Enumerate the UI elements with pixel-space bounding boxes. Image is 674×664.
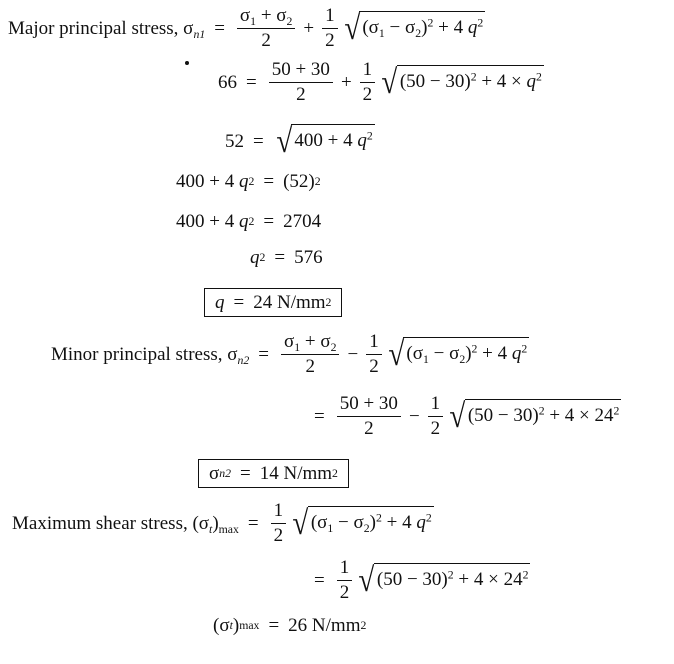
- fraction-half: $\frac{1}{2}$: [322, 6, 338, 51]
- q-squared-step: q 2 = 576: [250, 247, 323, 268]
- square-root: √ $(\sigma_1 - \sigma_2)^2 + 4$ $q^2$: [292, 505, 432, 543]
- major-principal-label: Major principal stress, $\sigma_{n1}$: [8, 17, 206, 42]
- evaluated-step: 400 + 4 q 2 = 2704: [176, 211, 322, 232]
- max-shear-label: Maximum shear stress, $(\sigma_t)_{max}$: [12, 512, 239, 537]
- minor-result-box: σ n2 = 14 N/mm 2: [198, 459, 349, 488]
- max-shear-result: ( σ t ) max = 26 N/mm 2: [213, 615, 367, 636]
- minor-substitution: = $\frac{50 + 30}{2}$ − $\frac{1}{2}$ √ $(50 - 30)^2 + 4 \times 24^2$: [314, 393, 620, 439]
- square-root: √ $(\sigma_1 - \sigma_2)^2 + 4$ $q^2$: [344, 10, 484, 48]
- stray-dot: [185, 61, 189, 65]
- minor-principal-formula: Minor principal stress, $\sigma_{n2}$ = $\frac{\sigma_1 + \sigma_2}{2}$ − $\frac{1}{2}$ √ $(\sigma_1 - \sigma_2)^2 + 4$ $q^2$: [51, 331, 528, 377]
- minor-principal-label: Minor principal stress, $\sigma_{n2}$: [51, 343, 250, 368]
- square-root: √ $(\sigma_1 - \sigma_2)^2 + 4$ $q^2$: [388, 336, 528, 374]
- square-root: √ 400 + 4 $q^2$: [276, 123, 373, 160]
- square-root: √ $(50 - 30)^2 + 4 \times q^2$: [381, 64, 542, 102]
- squared-step: 400 + 4 q 2 = (52) 2: [176, 171, 321, 192]
- major-principal-formula: Major principal stress, $\sigma_{n1}$ = $\frac{\sigma_1 + \sigma_2}{2}$ + $\frac{1}{2}$ √ $(\sigma_1 - \sigma_2)^2 + 4$ $q^2$: [8, 5, 484, 51]
- major-substitution: 66 = $\frac{50 + 30}{2}$ + $\frac{1}{2}$ √ $(50 - 30)^2 + 4 \times q^2$: [218, 59, 542, 105]
- max-shear-substitution: = $\frac{1}{2}$ √ $(50 - 30)^2 + 4 \times 24^2$: [314, 557, 529, 603]
- max-shear-formula: Maximum shear stress, $(\sigma_t)_{max}$ = $\frac{1}{2}$ √ $(\sigma_1 - \sigma_2)^2 + 4$ $q^2$: [12, 500, 432, 546]
- fraction-sum-over-two: $\frac{\sigma_1 + \sigma_2}{2}$: [237, 6, 296, 51]
- square-root: √ $(50 - 30)^2 + 4 \times 24^2$: [358, 562, 529, 600]
- q-result-box: q = 24 N/mm 2: [204, 288, 342, 317]
- equals-sign: =: [214, 17, 225, 39]
- square-root: √ $(50 - 30)^2 + 4 \times 24^2$: [449, 398, 620, 436]
- simplified-root: 52 = √ 400 + 4 $q^2$: [225, 123, 373, 160]
